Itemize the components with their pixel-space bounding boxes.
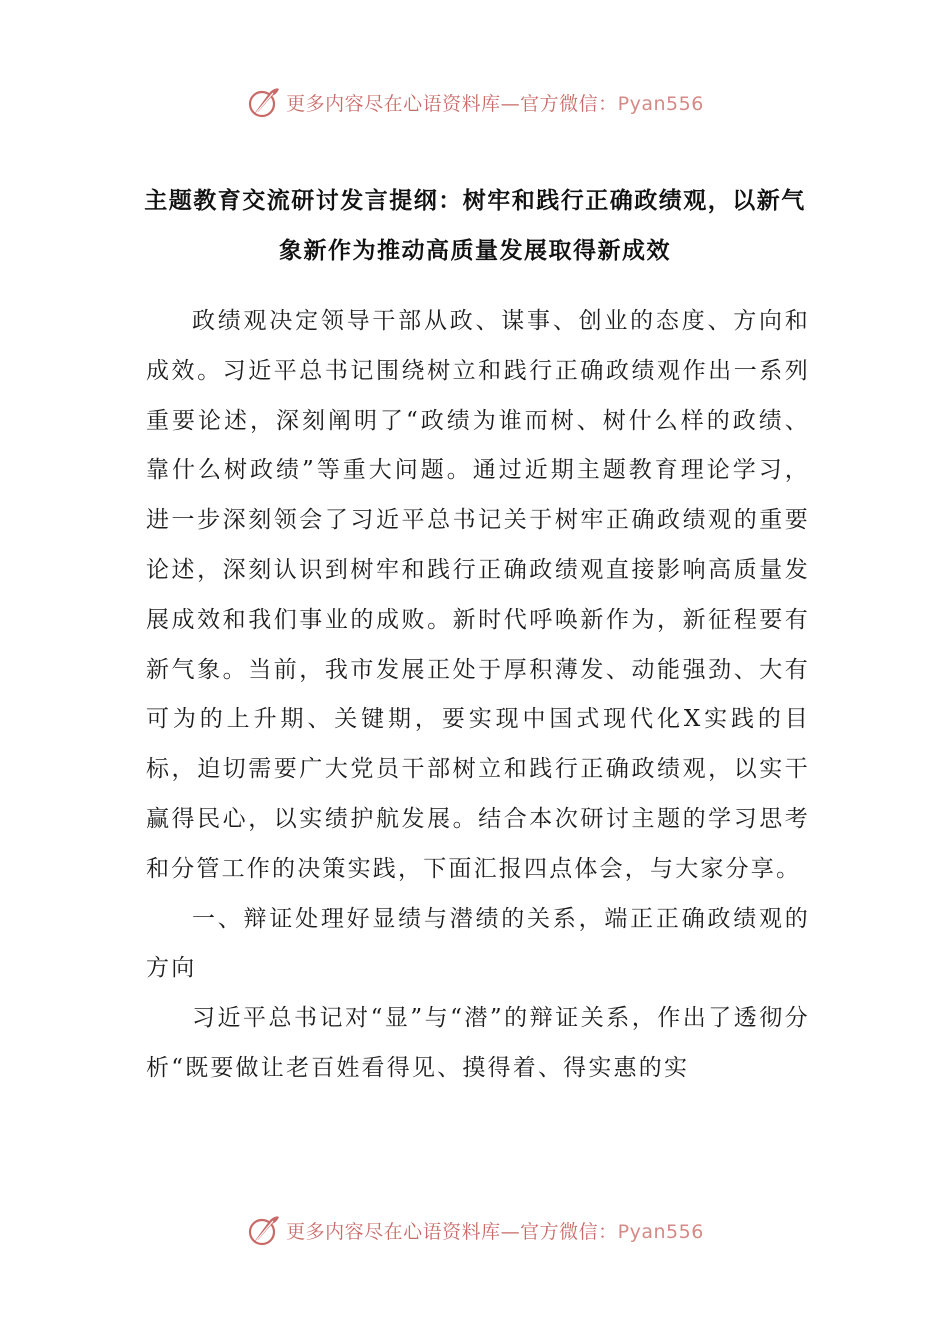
document-body bbox=[146, 297, 810, 1094]
banner-label: 更多内容尽在心语资料库—官方微信： bbox=[286, 92, 618, 115]
banner-label: 更多内容尽在心语资料库—官方微信： bbox=[286, 1220, 618, 1243]
banner-text bbox=[286, 1217, 704, 1244]
header-banner bbox=[0, 82, 950, 122]
document-title: 主题教育交流研讨发言提纲：树牢和践行正确政绩观，以新气象新作为推动高质量发展取得新成效 bbox=[144, 188, 806, 264]
footer-banner bbox=[0, 1210, 950, 1250]
quill-pen-logo-icon bbox=[246, 84, 282, 120]
wechat-account: Pyan556 bbox=[617, 1220, 704, 1243]
wechat-account: Pyan556 bbox=[617, 92, 704, 115]
section-heading-1: 一、辩证处理好显绩与潜绩的关系，端正正确政绩观的方向 bbox=[146, 905, 810, 982]
paragraph-section-1: 习近平总书记对“显”与“潜”的辩证关系，作出了透彻分析“既要做让老百姓看得见、摸得着、得实惠的实 bbox=[146, 1005, 810, 1081]
banner-text bbox=[286, 89, 704, 116]
paragraph-intro: 政绩观决定领导干部从政、谋事、创业的态度、方向和成效。习近平总书记围绕树立和践行正确政绩观作出一系列重要论述，深刻阐明了“政绩为谁而树、树什么样的政绩、靠什么树政绩”等重大问题。通过近期主题教育理论学习，进一步深刻领会了习近平总书记关于树牢正确政绩观的重要论述，深刻认识到树牢和践行正确政绩观直接影响高质量发展成效和我们事业的成败。新时代呼唤新作为，新征程要有新气象。当前，我市发展正处于厚积薄发、动能强劲、大有可为的上升期、关键期，要实现中国式现代化X实践的目标，迫切需要广大党员干部树立和践行正确政绩观，以实干赢得民心，以实绩护航发展。结合本次研讨主题的学习思考和分管工作的决策实践，下面汇报四点体会，与大家分享。 bbox=[146, 308, 810, 882]
quill-pen-logo-icon bbox=[246, 1212, 282, 1248]
